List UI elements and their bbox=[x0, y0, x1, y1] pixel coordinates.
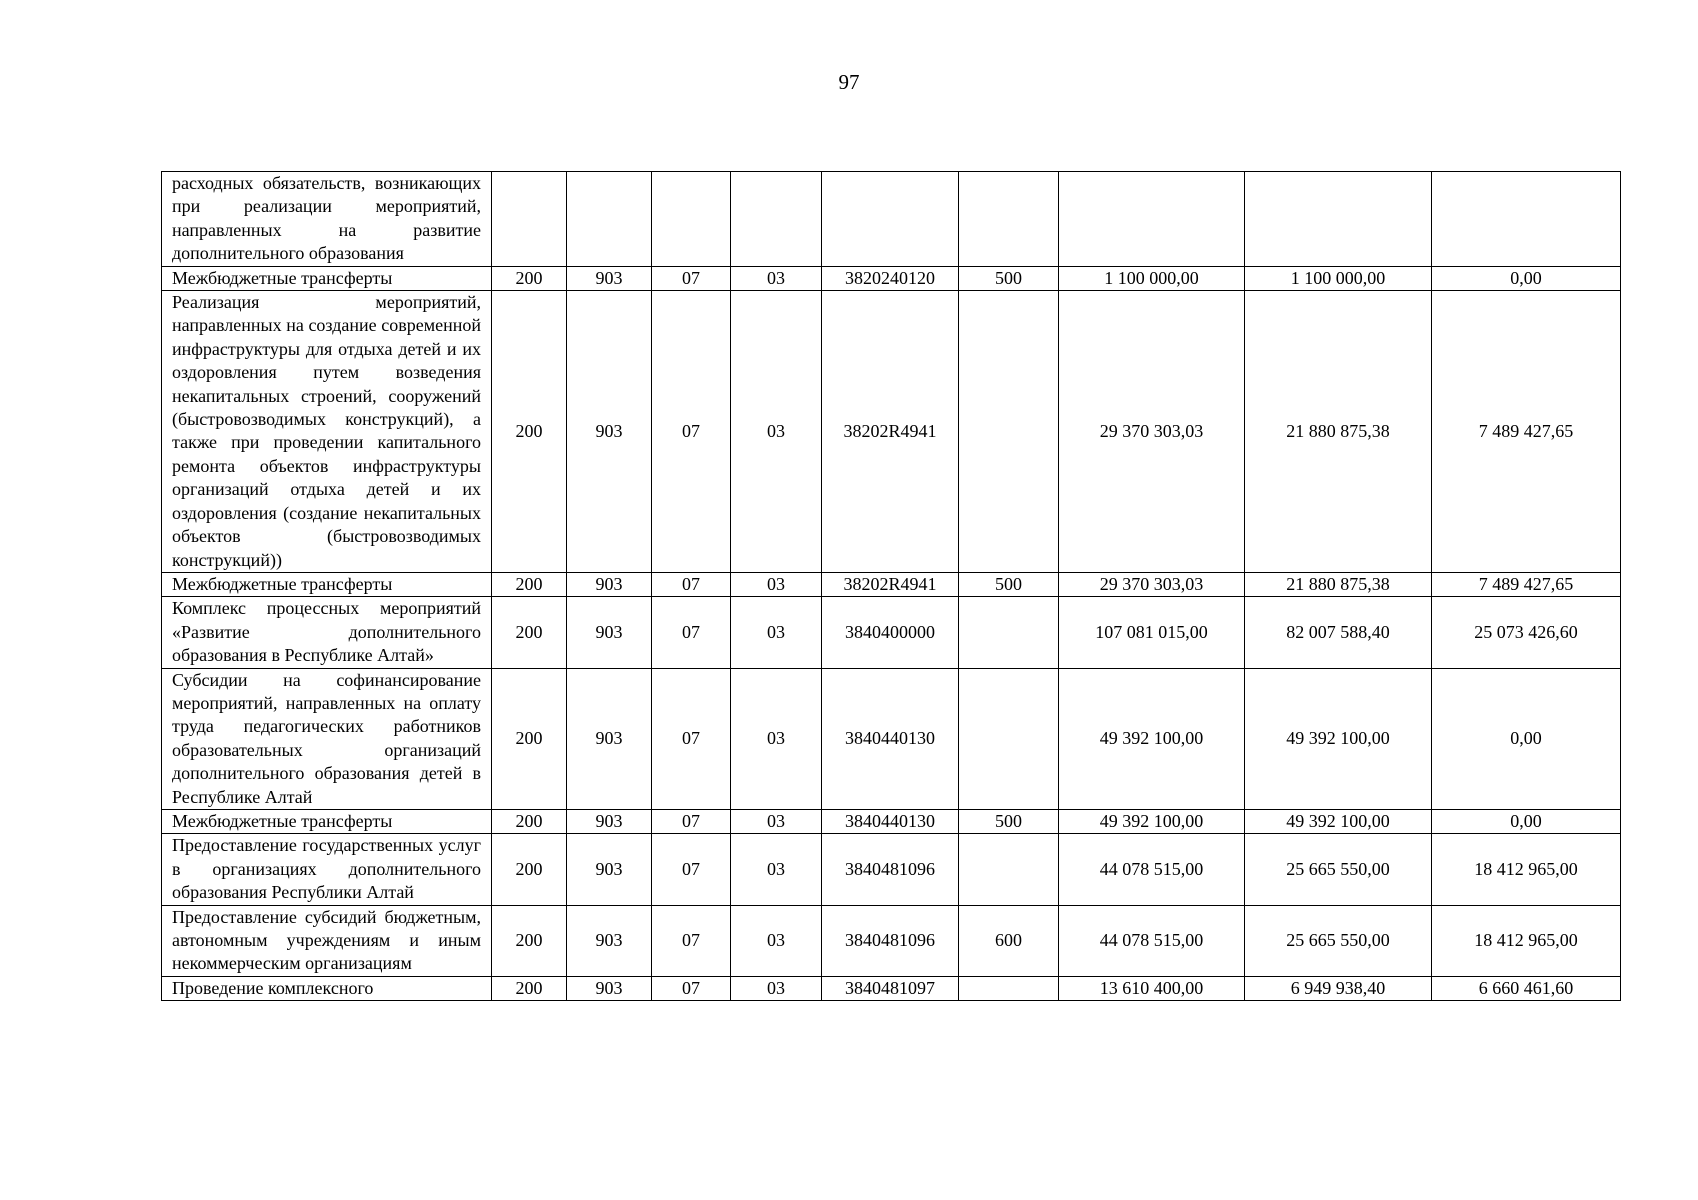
total-sum-cell: 13 610 400,00 bbox=[1059, 976, 1245, 1000]
row-name-line: некоммерческим организациям bbox=[172, 953, 412, 974]
target-article-cell: 38202R4941 bbox=[822, 572, 959, 596]
row-name-line: учреждениям и иным bbox=[286, 930, 482, 950]
row-name-line: развитие дополнительного bbox=[172, 219, 481, 264]
table-row bbox=[162, 172, 1621, 267]
total-sum-cell: 49 392 100,00 bbox=[1059, 668, 1245, 809]
grbs-cell: 903 bbox=[567, 266, 652, 290]
regional-sum-cell: 0,00 bbox=[1432, 266, 1621, 290]
row-name-cell bbox=[162, 572, 492, 596]
subsection-cell: 03 bbox=[731, 668, 822, 809]
budget-level-cell: 200 bbox=[492, 905, 567, 976]
table-row bbox=[162, 809, 1621, 833]
row-name-line: работников образовательных bbox=[172, 716, 482, 760]
budget-level-cell: 200 bbox=[492, 291, 567, 573]
row-name-line: расходных обязательств, bbox=[172, 173, 366, 193]
expense-type-cell bbox=[959, 976, 1059, 1000]
target-article-cell: 38202R4941 bbox=[822, 291, 959, 573]
row-name-line: капитального ремонта объектов bbox=[172, 432, 481, 476]
subsection-cell: 03 bbox=[731, 905, 822, 976]
federal-sum-cell: 21 880 875,38 bbox=[1245, 291, 1432, 573]
row-name-line: Республики Алтай bbox=[271, 882, 414, 903]
row-name-cell bbox=[162, 834, 492, 905]
row-name-line: Алтай bbox=[264, 786, 313, 807]
row-name-line: дополнительного образования в bbox=[172, 621, 481, 666]
target-article-cell: 3840481096 bbox=[822, 905, 959, 976]
grbs-cell: 903 bbox=[567, 597, 652, 668]
table-row bbox=[162, 291, 1621, 573]
row-name-line: а также при проведении bbox=[172, 409, 481, 453]
target-article-cell: 3840440130 bbox=[822, 809, 959, 833]
section-cell: 07 bbox=[652, 809, 731, 833]
subsection-cell: 03 bbox=[731, 266, 822, 290]
grbs-cell: 903 bbox=[567, 291, 652, 573]
row-name-line: возникающих при реализации bbox=[172, 173, 482, 217]
target-article-cell: 3820240120 bbox=[822, 266, 959, 290]
page-number: 97 bbox=[838, 70, 860, 94]
row-name-line: Межбюджетные трансферты bbox=[172, 267, 393, 288]
expense-type-cell bbox=[959, 172, 1059, 267]
row-name-line: Субсидии на софинансирование bbox=[172, 669, 481, 690]
row-name-line: оплату труда педагогических bbox=[172, 692, 482, 737]
total-sum-cell: 107 081 015,00 bbox=[1059, 597, 1245, 668]
table-row bbox=[162, 834, 1621, 905]
row-name-line: мероприятий, направленных на bbox=[172, 196, 481, 240]
row-name-line: Предоставление субсидий bbox=[172, 906, 377, 927]
regional-sum-cell: 18 412 965,00 bbox=[1432, 905, 1621, 976]
section-cell: 07 bbox=[652, 905, 731, 976]
row-name-cell bbox=[162, 291, 492, 573]
row-name-cell bbox=[162, 905, 492, 976]
row-name-cell bbox=[162, 976, 492, 1000]
expense-type-cell bbox=[959, 668, 1059, 809]
grbs-cell: 903 bbox=[567, 976, 652, 1000]
expense-type-cell bbox=[959, 597, 1059, 668]
total-sum-cell: 44 078 515,00 bbox=[1059, 905, 1245, 976]
row-name-line: (быстровозводимых конструкций)) bbox=[172, 526, 481, 570]
total-sum-cell: 29 370 303,03 bbox=[1059, 572, 1245, 596]
subsection-cell: 03 bbox=[731, 834, 822, 905]
budget-level-cell: 200 bbox=[492, 809, 567, 833]
target-article-cell bbox=[822, 172, 959, 267]
table-row bbox=[162, 976, 1621, 1000]
section-cell: 07 bbox=[652, 976, 731, 1000]
table-row bbox=[162, 668, 1621, 809]
budget-level-cell: 200 bbox=[492, 834, 567, 905]
subsection-cell: 03 bbox=[731, 572, 822, 596]
grbs-cell: 903 bbox=[567, 572, 652, 596]
target-article-cell: 3840440130 bbox=[822, 668, 959, 809]
section-cell: 07 bbox=[652, 291, 731, 573]
section-cell: 07 bbox=[652, 834, 731, 905]
grbs-cell bbox=[567, 172, 652, 267]
section-cell: 07 bbox=[652, 266, 731, 290]
row-name-line: Межбюджетные трансферты bbox=[172, 810, 393, 831]
budget-level-cell bbox=[492, 172, 567, 267]
row-name-cell bbox=[162, 597, 492, 668]
regional-sum-cell: 25 073 426,60 bbox=[1432, 597, 1621, 668]
row-name-line: отдыха детей и их оздоровления bbox=[172, 479, 481, 523]
row-name-line: Предоставление государственных bbox=[172, 835, 434, 856]
section-cell: 07 bbox=[652, 572, 731, 596]
budget-level-cell: 200 bbox=[492, 597, 567, 668]
row-name-line: мероприятий «Развитие bbox=[172, 598, 481, 642]
subsection-cell bbox=[731, 172, 822, 267]
total-sum-cell: 29 370 303,03 bbox=[1059, 291, 1245, 573]
row-name-cell bbox=[162, 809, 492, 833]
section-cell bbox=[652, 172, 731, 267]
regional-sum-cell: 18 412 965,00 bbox=[1432, 834, 1621, 905]
budget-level-cell: 200 bbox=[492, 668, 567, 809]
grbs-cell: 903 bbox=[567, 905, 652, 976]
row-name-line: организаций дополнительного bbox=[172, 739, 481, 784]
row-name-line: путем возведения некапитальных bbox=[172, 362, 481, 406]
federal-sum-cell: 49 392 100,00 bbox=[1245, 668, 1432, 809]
expense-type-cell: 500 bbox=[959, 266, 1059, 290]
grbs-cell: 903 bbox=[567, 834, 652, 905]
row-name-line: современной инфраструктуры для bbox=[172, 315, 481, 359]
target-article-cell: 3840400000 bbox=[822, 597, 959, 668]
section-cell: 07 bbox=[652, 668, 731, 809]
budget-level-cell: 200 bbox=[492, 266, 567, 290]
grbs-cell: 903 bbox=[567, 809, 652, 833]
federal-sum-cell: 49 392 100,00 bbox=[1245, 809, 1432, 833]
federal-sum-cell: 82 007 588,40 bbox=[1245, 597, 1432, 668]
section-cell: 07 bbox=[652, 597, 731, 668]
regional-sum-cell: 7 489 427,65 bbox=[1432, 291, 1621, 573]
table-row bbox=[162, 905, 1621, 976]
expense-type-cell: 600 bbox=[959, 905, 1059, 976]
subsection-cell: 03 bbox=[731, 291, 822, 573]
budget-table bbox=[161, 171, 1621, 1001]
row-name-line: направленных на создание bbox=[172, 315, 377, 336]
budget-level-cell: 200 bbox=[492, 976, 567, 1000]
row-name-line: образования детей в Республике bbox=[172, 763, 481, 807]
row-name-line: Республике Алтай» bbox=[284, 645, 434, 666]
row-name-line: мероприятий, направленных на bbox=[172, 692, 422, 713]
row-name-cell bbox=[162, 172, 492, 267]
table-row bbox=[162, 266, 1621, 290]
total-sum-cell: 49 392 100,00 bbox=[1059, 809, 1245, 833]
federal-sum-cell: 25 665 550,00 bbox=[1245, 905, 1432, 976]
target-article-cell: 3840481097 bbox=[822, 976, 959, 1000]
regional-sum-cell: 0,00 bbox=[1432, 668, 1621, 809]
regional-sum-cell: 6 660 461,60 bbox=[1432, 976, 1621, 1000]
row-name-line: отдыха детей и их оздоровления bbox=[172, 338, 481, 383]
row-name-line: Комплекс процессных bbox=[172, 598, 360, 619]
expense-type-cell bbox=[959, 834, 1059, 905]
expense-type-cell: 500 bbox=[959, 572, 1059, 596]
subsection-cell: 03 bbox=[731, 597, 822, 668]
row-name-line: дополнительного образования bbox=[172, 858, 482, 903]
table-row bbox=[162, 572, 1621, 596]
row-name-line: Межбюджетные трансферты bbox=[172, 573, 393, 594]
regional-sum-cell: 0,00 bbox=[1432, 809, 1621, 833]
table-row bbox=[162, 597, 1621, 668]
grbs-cell: 903 bbox=[567, 668, 652, 809]
subsection-cell: 03 bbox=[731, 809, 822, 833]
row-name-line: образования bbox=[308, 243, 404, 264]
expense-type-cell: 500 bbox=[959, 809, 1059, 833]
regional-sum-cell bbox=[1432, 172, 1621, 267]
regional-sum-cell: 7 489 427,65 bbox=[1432, 572, 1621, 596]
federal-sum-cell: 1 100 000,00 bbox=[1245, 266, 1432, 290]
row-name-line: Проведение комплексного bbox=[172, 977, 374, 998]
row-name-line: (быстровозводимых конструкций), bbox=[172, 409, 454, 430]
total-sum-cell: 1 100 000,00 bbox=[1059, 266, 1245, 290]
total-sum-cell bbox=[1059, 172, 1245, 267]
subsection-cell: 03 bbox=[731, 976, 822, 1000]
row-name-line: Реализация мероприятий, bbox=[172, 292, 481, 313]
row-name-line: строений, сооружений bbox=[300, 385, 481, 406]
row-name-line: инфраструктуры организаций bbox=[172, 455, 482, 500]
federal-sum-cell: 25 665 550,00 bbox=[1245, 834, 1432, 905]
budget-table-body bbox=[162, 172, 1621, 1001]
budget-level-cell: 200 bbox=[492, 572, 567, 596]
federal-sum-cell: 21 880 875,38 bbox=[1245, 572, 1432, 596]
total-sum-cell: 44 078 515,00 bbox=[1059, 834, 1245, 905]
target-article-cell: 3840481096 bbox=[822, 834, 959, 905]
row-name-cell bbox=[162, 266, 492, 290]
row-name-cell bbox=[162, 668, 492, 809]
row-name-line: услуг в организациях bbox=[172, 835, 482, 879]
row-name-line: бюджетным, автономным bbox=[172, 906, 481, 950]
federal-sum-cell: 6 949 938,40 bbox=[1245, 976, 1432, 1000]
expense-type-cell bbox=[959, 291, 1059, 573]
row-name-line: (создание некапитальных объектов bbox=[172, 502, 482, 547]
federal-sum-cell bbox=[1245, 172, 1432, 267]
